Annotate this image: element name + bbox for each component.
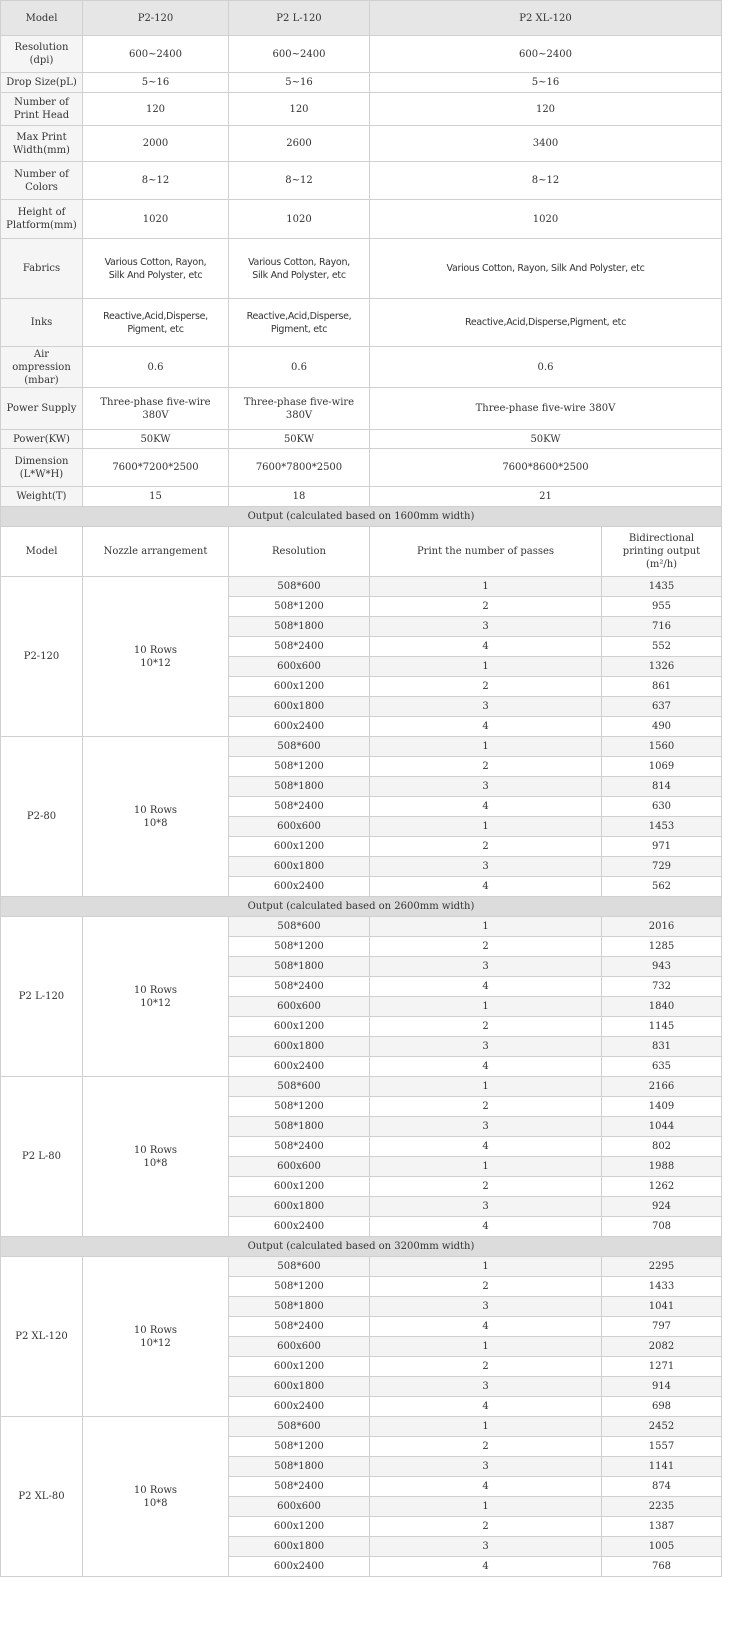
output-passes: 2 — [370, 1517, 602, 1537]
output-value: 1557 — [602, 1437, 722, 1457]
spec-value: 7600*7800*2500 — [229, 449, 370, 487]
output-nozzle: 10 Rows 10*8 — [83, 1077, 229, 1237]
output-resolution: 508*1200 — [229, 937, 370, 957]
output-value: 1409 — [602, 1097, 722, 1117]
spec-value: 18 — [229, 487, 370, 507]
spec-header-cell: P2 L-120 — [229, 1, 370, 36]
output-passes: 4 — [370, 1217, 602, 1237]
spec-value: 1020 — [229, 200, 370, 239]
spec-value: 2000 — [83, 126, 229, 162]
output-passes: 4 — [370, 877, 602, 897]
output-header-cell: Print the number of passes — [370, 527, 602, 577]
output-resolution: 508*1200 — [229, 757, 370, 777]
output-passes: 3 — [370, 957, 602, 977]
output-section-title-row — [1, 1237, 722, 1257]
spec-value: 8~12 — [83, 162, 229, 200]
spec-row — [1, 73, 722, 93]
spec-value: 5~16 — [370, 73, 722, 93]
output-passes: 2 — [370, 1437, 602, 1457]
spec-value: Various Cotton, Rayon, Silk And Polyster, etc — [83, 239, 229, 299]
output-passes: 3 — [370, 1197, 602, 1217]
output-passes: 1 — [370, 657, 602, 677]
output-value: 729 — [602, 857, 722, 877]
output-value: 698 — [602, 1397, 722, 1417]
spec-value: 2600 — [229, 126, 370, 162]
spec-value: 120 — [229, 93, 370, 126]
output-model: P2 L-120 — [1, 917, 83, 1077]
output-row — [1, 1077, 722, 1097]
output-value: 732 — [602, 977, 722, 997]
spec-row — [1, 347, 722, 388]
output-value: 802 — [602, 1137, 722, 1157]
spec-label: Resolution (dpi) — [1, 36, 83, 73]
output-resolution: 600x1800 — [229, 697, 370, 717]
output-resolution: 600x600 — [229, 1337, 370, 1357]
spec-value: 600~2400 — [229, 36, 370, 73]
output-value: 1262 — [602, 1177, 722, 1197]
output-value: 955 — [602, 597, 722, 617]
spec-value: 50KW — [370, 430, 722, 449]
spec-table-body — [1, 1, 722, 1577]
output-value: 1041 — [602, 1297, 722, 1317]
output-header-cell: Nozzle arrangement — [83, 527, 229, 577]
output-passes: 3 — [370, 1457, 602, 1477]
output-value: 2166 — [602, 1077, 722, 1097]
output-passes: 4 — [370, 717, 602, 737]
output-value: 1433 — [602, 1277, 722, 1297]
output-passes: 4 — [370, 1317, 602, 1337]
spec-label: Number of Colors — [1, 162, 83, 200]
output-passes: 2 — [370, 1097, 602, 1117]
output-value: 2295 — [602, 1257, 722, 1277]
output-resolution: 508*2400 — [229, 637, 370, 657]
output-value: 814 — [602, 777, 722, 797]
spec-value: 50KW — [229, 430, 370, 449]
spec-label: Drop Size(pL) — [1, 73, 83, 93]
output-resolution: 600x2400 — [229, 1557, 370, 1577]
output-model: P2 XL-80 — [1, 1417, 83, 1577]
output-resolution: 600x2400 — [229, 717, 370, 737]
output-section-title-row — [1, 507, 722, 527]
spec-value: 8~12 — [229, 162, 370, 200]
output-passes: 3 — [370, 697, 602, 717]
output-model: P2-80 — [1, 737, 83, 897]
spec-value: 1020 — [83, 200, 229, 239]
output-resolution: 600x1200 — [229, 1177, 370, 1197]
output-value: 2082 — [602, 1337, 722, 1357]
spec-row — [1, 36, 722, 73]
output-resolution: 508*600 — [229, 1257, 370, 1277]
spec-row — [1, 200, 722, 239]
output-resolution: 508*2400 — [229, 1477, 370, 1497]
output-nozzle: 10 Rows 10*12 — [83, 1257, 229, 1417]
spec-value: 50KW — [83, 430, 229, 449]
spec-value: 600~2400 — [83, 36, 229, 73]
output-passes: 1 — [370, 1077, 602, 1097]
spec-label: Max Print Width(mm) — [1, 126, 83, 162]
output-resolution: 600x1200 — [229, 837, 370, 857]
output-resolution: 600x1800 — [229, 1537, 370, 1557]
output-value: 831 — [602, 1037, 722, 1057]
output-passes: 1 — [370, 737, 602, 757]
spec-row — [1, 93, 722, 126]
spec-value: 5~16 — [83, 73, 229, 93]
output-passes: 2 — [370, 1277, 602, 1297]
output-value: 562 — [602, 877, 722, 897]
output-resolution: 600x1200 — [229, 1017, 370, 1037]
output-passes: 4 — [370, 977, 602, 997]
spec-label: Air ompression (mbar) — [1, 347, 83, 388]
output-value: 1005 — [602, 1537, 722, 1557]
output-value: 1387 — [602, 1517, 722, 1537]
output-value: 1069 — [602, 757, 722, 777]
output-value: 635 — [602, 1057, 722, 1077]
output-passes: 2 — [370, 1017, 602, 1037]
output-resolution: 508*1800 — [229, 1457, 370, 1477]
output-resolution: 508*600 — [229, 1417, 370, 1437]
output-value: 630 — [602, 797, 722, 817]
output-resolution: 508*600 — [229, 1077, 370, 1097]
spec-row — [1, 126, 722, 162]
output-nozzle: 10 Rows 10*12 — [83, 917, 229, 1077]
output-resolution: 508*1200 — [229, 1277, 370, 1297]
spec-row — [1, 239, 722, 299]
output-value: 1453 — [602, 817, 722, 837]
output-resolution: 508*2400 — [229, 797, 370, 817]
output-resolution: 508*1800 — [229, 957, 370, 977]
output-value: 1285 — [602, 937, 722, 957]
output-resolution: 600x600 — [229, 817, 370, 837]
output-value: 637 — [602, 697, 722, 717]
spec-row — [1, 449, 722, 487]
spec-value: 1020 — [370, 200, 722, 239]
output-row — [1, 917, 722, 937]
output-resolution: 508*600 — [229, 917, 370, 937]
output-resolution: 508*1800 — [229, 777, 370, 797]
spec-label: Power(KW) — [1, 430, 83, 449]
output-passes: 1 — [370, 997, 602, 1017]
spec-value: Various Cotton, Rayon, Silk And Polyster, etc — [229, 239, 370, 299]
output-header-row — [1, 527, 722, 577]
spec-header-cell: P2-120 — [83, 1, 229, 36]
output-resolution: 508*2400 — [229, 1137, 370, 1157]
output-passes: 1 — [370, 1497, 602, 1517]
output-model: P2-120 — [1, 577, 83, 737]
output-nozzle: 10 Rows 10*8 — [83, 737, 229, 897]
output-value: 2452 — [602, 1417, 722, 1437]
output-passes: 3 — [370, 1117, 602, 1137]
output-value: 1044 — [602, 1117, 722, 1137]
spec-header-row — [1, 1, 722, 36]
spec-value: Three-phase five-wire 380V — [83, 388, 229, 430]
output-resolution: 600x2400 — [229, 1217, 370, 1237]
output-passes: 4 — [370, 1557, 602, 1577]
output-passes: 2 — [370, 757, 602, 777]
output-passes: 4 — [370, 637, 602, 657]
output-passes: 4 — [370, 1137, 602, 1157]
output-passes: 4 — [370, 1477, 602, 1497]
spec-value: 21 — [370, 487, 722, 507]
output-value: 1271 — [602, 1357, 722, 1377]
output-passes: 1 — [370, 1337, 602, 1357]
output-row — [1, 737, 722, 757]
spec-label: Inks — [1, 299, 83, 347]
output-resolution: 600x1800 — [229, 1377, 370, 1397]
output-passes: 2 — [370, 837, 602, 857]
output-model: P2 XL-120 — [1, 1257, 83, 1417]
output-header-cell: Bidirectional printing output (m²/h) — [602, 527, 722, 577]
spec-row — [1, 162, 722, 200]
spec-value: 0.6 — [370, 347, 722, 388]
output-section-title: Output (calculated based on 1600mm width) — [1, 507, 722, 527]
output-resolution: 600x1800 — [229, 857, 370, 877]
output-passes: 3 — [370, 857, 602, 877]
output-resolution: 600x1200 — [229, 1517, 370, 1537]
output-section-title: Output (calculated based on 3200mm width) — [1, 1237, 722, 1257]
output-passes: 1 — [370, 817, 602, 837]
output-resolution: 600x600 — [229, 1497, 370, 1517]
output-value: 914 — [602, 1377, 722, 1397]
spec-value: 7600*7200*2500 — [83, 449, 229, 487]
output-section-title-row — [1, 897, 722, 917]
output-resolution: 508*1200 — [229, 1437, 370, 1457]
output-resolution: 600x600 — [229, 997, 370, 1017]
output-resolution: 508*2400 — [229, 1317, 370, 1337]
output-resolution: 508*1800 — [229, 1297, 370, 1317]
output-value: 1145 — [602, 1017, 722, 1037]
output-resolution: 600x1200 — [229, 677, 370, 697]
output-row — [1, 577, 722, 597]
spec-value: 8~12 — [370, 162, 722, 200]
spec-header-cell: P2 XL-120 — [370, 1, 722, 36]
output-value: 1141 — [602, 1457, 722, 1477]
output-value: 861 — [602, 677, 722, 697]
output-resolution: 600x1800 — [229, 1197, 370, 1217]
output-resolution: 508*1800 — [229, 1117, 370, 1137]
output-resolution: 508*1200 — [229, 597, 370, 617]
output-model: P2 L-80 — [1, 1077, 83, 1237]
spec-value: Reactive,Acid,Disperse, Pigment, etc — [229, 299, 370, 347]
spec-value: Reactive,Acid,Disperse, Pigment, etc — [83, 299, 229, 347]
spec-label: Number of Print Head — [1, 93, 83, 126]
output-resolution: 600x1800 — [229, 1037, 370, 1057]
output-passes: 2 — [370, 1177, 602, 1197]
output-value: 924 — [602, 1197, 722, 1217]
output-value: 768 — [602, 1557, 722, 1577]
output-value: 1988 — [602, 1157, 722, 1177]
spec-value: Reactive,Acid,Disperse,Pigment, etc — [370, 299, 722, 347]
spec-label: Height of Platform(mm) — [1, 200, 83, 239]
output-value: 971 — [602, 837, 722, 857]
output-passes: 3 — [370, 1297, 602, 1317]
output-resolution: 600x2400 — [229, 877, 370, 897]
output-passes: 1 — [370, 917, 602, 937]
spec-value: Three-phase five-wire 380V — [370, 388, 722, 430]
output-value: 874 — [602, 1477, 722, 1497]
output-section-title: Output (calculated based on 2600mm width) — [1, 897, 722, 917]
output-value: 943 — [602, 957, 722, 977]
output-passes: 1 — [370, 1417, 602, 1437]
output-passes: 1 — [370, 1157, 602, 1177]
output-resolution: 508*600 — [229, 577, 370, 597]
spec-value: 600~2400 — [370, 36, 722, 73]
spec-value: 7600*8600*2500 — [370, 449, 722, 487]
output-passes: 4 — [370, 1057, 602, 1077]
output-header-cell: Model — [1, 527, 83, 577]
spec-row — [1, 430, 722, 449]
output-passes: 3 — [370, 617, 602, 637]
spec-value: 5~16 — [229, 73, 370, 93]
output-nozzle: 10 Rows 10*8 — [83, 1417, 229, 1577]
output-value: 2016 — [602, 917, 722, 937]
spec-value: Various Cotton, Rayon, Silk And Polyster, etc — [370, 239, 722, 299]
spec-row — [1, 487, 722, 507]
output-resolution: 600x2400 — [229, 1057, 370, 1077]
output-passes: 4 — [370, 1397, 602, 1417]
spec-value: 0.6 — [83, 347, 229, 388]
spec-value: 3400 — [370, 126, 722, 162]
output-value: 1435 — [602, 577, 722, 597]
output-passes: 3 — [370, 1537, 602, 1557]
output-value: 1840 — [602, 997, 722, 1017]
spec-value: 120 — [83, 93, 229, 126]
output-passes: 3 — [370, 1037, 602, 1057]
output-value: 716 — [602, 617, 722, 637]
output-passes: 3 — [370, 777, 602, 797]
output-header-cell: Resolution — [229, 527, 370, 577]
output-resolution: 508*2400 — [229, 977, 370, 997]
output-value: 1326 — [602, 657, 722, 677]
output-resolution: 508*600 — [229, 737, 370, 757]
spec-label: Weight(T) — [1, 487, 83, 507]
output-value: 490 — [602, 717, 722, 737]
output-value: 552 — [602, 637, 722, 657]
output-passes: 1 — [370, 577, 602, 597]
output-resolution: 600x1200 — [229, 1357, 370, 1377]
spec-label: Dimension (L*W*H) — [1, 449, 83, 487]
output-passes: 2 — [370, 937, 602, 957]
output-passes: 3 — [370, 1377, 602, 1397]
spec-header-cell: Model — [1, 1, 83, 36]
output-row — [1, 1257, 722, 1277]
spec-value: 15 — [83, 487, 229, 507]
output-value: 2235 — [602, 1497, 722, 1517]
output-passes: 1 — [370, 1257, 602, 1277]
spec-row — [1, 299, 722, 347]
spec-value: 120 — [370, 93, 722, 126]
output-value: 708 — [602, 1217, 722, 1237]
output-passes: 2 — [370, 1357, 602, 1377]
output-value: 1560 — [602, 737, 722, 757]
output-resolution: 600x2400 — [229, 1397, 370, 1417]
spec-label: Fabrics — [1, 239, 83, 299]
output-nozzle: 10 Rows 10*12 — [83, 577, 229, 737]
output-value: 797 — [602, 1317, 722, 1337]
output-passes: 4 — [370, 797, 602, 817]
output-passes: 2 — [370, 677, 602, 697]
output-passes: 2 — [370, 597, 602, 617]
spec-value: Three-phase five-wire 380V — [229, 388, 370, 430]
spec-label: Power Supply — [1, 388, 83, 430]
output-resolution: 508*1800 — [229, 617, 370, 637]
spec-value: 0.6 — [229, 347, 370, 388]
output-resolution: 600x600 — [229, 1157, 370, 1177]
spec-row — [1, 388, 722, 430]
output-resolution: 600x600 — [229, 657, 370, 677]
output-row — [1, 1417, 722, 1437]
output-resolution: 508*1200 — [229, 1097, 370, 1117]
